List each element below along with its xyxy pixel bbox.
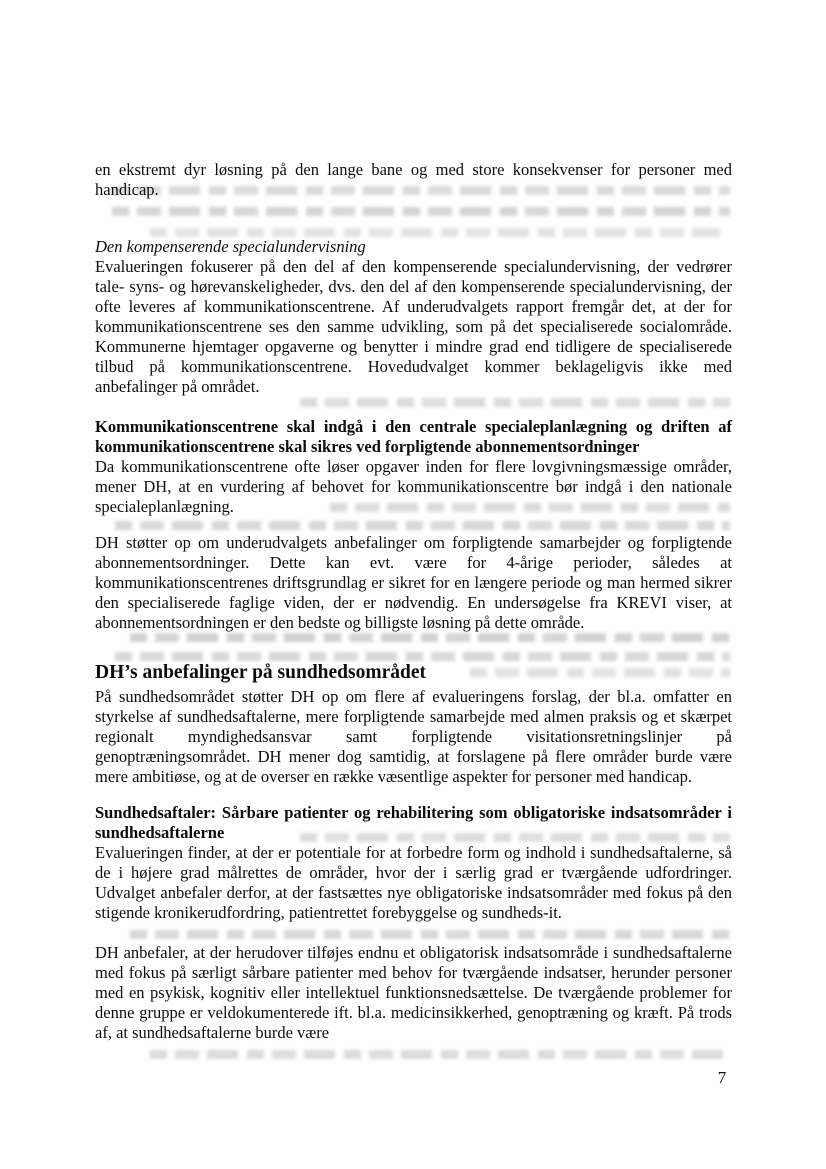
paragraph-evalueringen-finder: Evalueringen finder, at der er potentiale for at forbedre form og indhold i sundhedsaftalerne, så de i højere grad målrettes de områder, hvor der i særlig grad er tværgående udfordringer. Udvalget anbefaler derfor, at der fastsættes nye obligatoriske indsatsområder med fokus på den stigende kronikerudfordring, patientrettet forebyggelse og sundheds-it. [95,843,732,922]
heading-kommunikationscentrene: Kommunikationscentrene skal indgå i den centrale specialeplanlægning og driften af kommunikationscentrene skal sikres ved forpligtende abonnementsordninger [95,417,732,456]
section-heading-sundhedsomraadet: DH’s anbefalinger på sundhedsområdet [95,662,427,683]
page-content [95,160,732,1043]
paragraph-da-kommunikationscentrene: Da kommunikationscentrene ofte løser opgaver inden for flere lovgivningsmæssige områder, mener DH, at en vurdering af behovet for kommunikationscentre bør indgå i den nationale specialeplanlægning. [95,457,732,516]
paragraph-evaluering-fokus: Evalueringen fokuserer på den del af den kompenserende specialundervisning, der vedrører tale- syns- og hørevanskeligheder, dvs. den del af den kompenserende specialundervisning, der ofte leveres af kommunikationscentrene. Af underudvalgets rapport fremgår det, at der for kommunikationscentrene ses den samme udvikling, som på det specialiserede socialområde. Kommunerne hjemtager opgaverne og benytter i mindre grad end tidligere de specialiserede tilbud på kommunikationscentrene. Hovedudvalget kommer beklageligvis ikke med anbefalinger på området. [95,257,732,396]
heading-sundhedsaftaler: Sundhedsaftaler: Sårbare patienter og rehabilitering som obligatoriske indsatsområder i sundhedsaftalerne [95,803,732,842]
page-number: 7 [717,1068,727,1087]
paragraph-dh-stoetter: DH støtter op om underudvalgets anbefalinger om forpligtende samarbejder og forpligtende abonnementsordninger. Dette kan evt. være for 4-årige perioder, således at kommunikationscentrenes driftsgrundlag er sikret for en længere periode og man hermed sikrer den specialiserede faglige viden, der er nødvendig. En undersøgelse fra KREVI viser, at abonnementsordningen er den bedste og billigste løsning på dette område. [95,533,732,632]
subsection-heading-specialundervisning: Den kompenserende specialundervisning [95,237,366,256]
paragraph-paa-sundhedsomraadet: På sundhedsområdet støtter DH op om flere af evalueringens forslag, der bl.a. omfatter en styrkelse af sundhedsaftalerne, mere forpligtende samarbejde med almen praksis og et skærpet regionalt myndighedsansvar samt forpligtende visitationsretningslinjer på genoptræningsområdet. DH mener dog samtidig, at forslagene på flere områder burde være mere ambitiøse, og at de overser en række væsentlige aspekter for personer med handicap. [95,687,732,786]
paragraph-dh-anbefaler: DH anbefaler, at der herudover tilføjes endnu et obligatorisk indsatsområde i sundhedsaftalerne med fokus på særligt sårbare patienter med behov for tværgående indsatser, herunder personer med en psykisk, kognitiv eller intellektuel funktionsnedsættelse. De tværgående problemer for denne gruppe er veldokumenterede ift. bl.a. medicinsikkerhed, genoptræning og kræft. På trods af, at sundhedsaftalerne burde være [95,943,732,1042]
paragraph-continuation: en ekstremt dyr løsning på den lange bane og med store konsekvenser for personer med handicap. [95,160,732,199]
bleed-through-artifact [150,1050,730,1059]
